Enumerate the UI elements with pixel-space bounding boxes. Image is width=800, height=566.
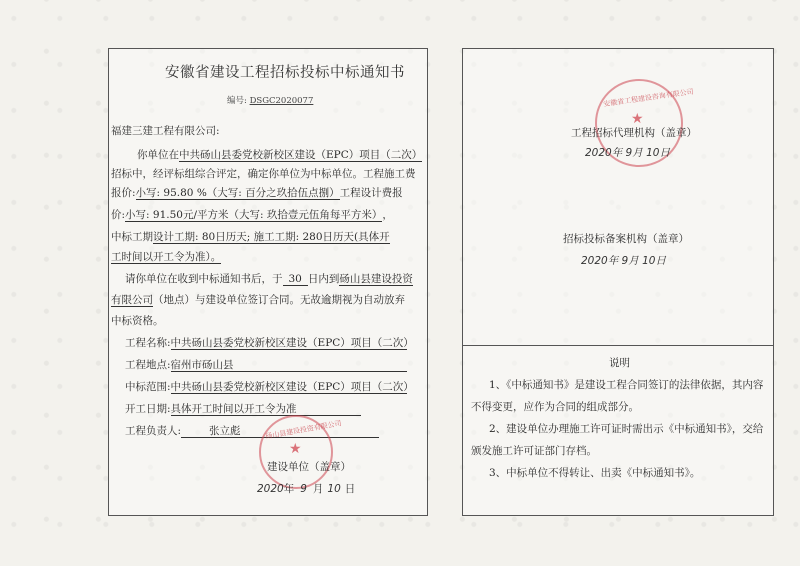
filing-date: 2020年 9月 10日	[581, 255, 666, 267]
note-line: 2、建设单位办理施工许可证时需出示《中标通知书》，交给	[489, 423, 764, 435]
note-line: 颁发施工许可证部门存档。	[471, 445, 597, 457]
body-text: 招标中，经评标组综合评定，确定你单位为中标单位。工程施工费	[111, 168, 416, 180]
body-underlined: 小写: 95.80 %（大写: 百分之玖拾伍点捌）	[135, 187, 340, 199]
body-line	[111, 168, 416, 181]
body-underlined: 设计工期: 80日历天; 施工工期: 280日历天(具体开	[153, 231, 390, 243]
body-text: 日内到	[307, 273, 340, 285]
body-line	[111, 187, 403, 200]
body-underlined: 有限公司	[111, 294, 153, 306]
recipient: 福建三建工程有限公司:	[111, 125, 220, 137]
field-value: 中共砀山县委党校新校区建设（EPC）项目（二次）	[170, 381, 414, 393]
date-year: 2020	[257, 483, 284, 495]
body-text: 请你单位在收到中标通知书后，于	[125, 273, 283, 285]
field-value: 具体开工时间以开工令为准	[171, 403, 361, 416]
field-value: 宿州市砀山县	[171, 359, 407, 372]
body-text: 中标工期	[111, 231, 153, 243]
date-year-suffix: 年	[283, 483, 295, 495]
date-day-suffix: 日	[344, 483, 356, 495]
seal-text: 砀山县建设投资有限公司	[264, 419, 343, 441]
filing-agency-label: 招标投标备案机构（盖章）	[563, 233, 689, 245]
body-text: 价:	[111, 209, 126, 221]
body-line	[111, 209, 393, 222]
body-text: （地点）与建设单位签订合同。无故逾期视为自动放弃	[153, 294, 405, 306]
date-month-suffix: 月	[312, 483, 324, 495]
field-award-scope	[125, 381, 414, 394]
field-project-location	[125, 359, 407, 372]
date-day: 10	[327, 483, 341, 495]
award-notice-panel	[108, 48, 428, 516]
body-underlined: 中共砀山县委党校新校区建设（EPC）项目（二次）	[179, 149, 423, 161]
star-icon: ★	[631, 111, 644, 127]
body-text: 报价:	[111, 187, 136, 199]
seal-text: 安徽省工程建设咨询有限公司	[602, 87, 695, 109]
body-underlined: 30	[283, 273, 308, 286]
agency-label: 工程招标代理机构（盖章）	[571, 127, 697, 139]
body-underlined: 工时间以开工令为准）。	[111, 251, 222, 263]
body-text: 工程设计费报	[339, 187, 403, 199]
field-label: 中标范围:	[125, 381, 171, 393]
field-value: 张立彪	[181, 425, 379, 438]
field-label: 工程名称:	[125, 337, 171, 349]
body-line	[111, 294, 405, 307]
agency-date: 2020年 9月 10日	[585, 147, 670, 159]
filing-notes-panel	[462, 48, 774, 516]
document-number	[227, 95, 313, 108]
body-line	[111, 315, 164, 328]
field-label: 工程负责人:	[125, 425, 182, 437]
body-underlined: 小写: 91.50元/平方米（大写: 玖拾壹元伍角每平方米）	[125, 209, 383, 221]
star-icon: ★	[289, 441, 302, 457]
notes-title: 说明	[609, 357, 630, 369]
divider	[463, 345, 773, 346]
doc-no-value: DSGC2020077	[249, 96, 314, 106]
field-label: 开工日期:	[125, 403, 171, 415]
field-start-date	[125, 403, 361, 416]
body-line	[137, 149, 422, 162]
owner-sign-label: 建设单位（盖章）	[267, 461, 351, 473]
body-text: ，	[382, 209, 393, 221]
body-text: 中标资格。	[111, 315, 164, 327]
field-project-name	[125, 337, 414, 350]
date-month: 9	[300, 483, 307, 495]
field-value: 中共砀山县委党校新校区建设（EPC）项目（二次）	[170, 337, 414, 349]
body-line	[111, 251, 221, 264]
body-underlined: 砀山县建设投资	[339, 273, 413, 285]
body-line	[125, 273, 413, 286]
notice-title: 安徽省建设工程招标投标中标通知书	[165, 65, 405, 81]
field-label: 工程地点:	[125, 359, 171, 371]
doc-no-label: 编号:	[227, 96, 247, 106]
body-text: 你单位在	[137, 149, 179, 161]
body-line	[111, 231, 390, 244]
note-line: 3、中标单位不得转让、出卖《中标通知书》。	[489, 467, 701, 479]
owner-sign-date	[257, 483, 355, 496]
note-line: 不得变更，应作为合同的组成部分。	[471, 401, 639, 413]
note-line: 1、《中标通知书》是建设工程合同签订的法律依据，其内容	[489, 379, 764, 391]
